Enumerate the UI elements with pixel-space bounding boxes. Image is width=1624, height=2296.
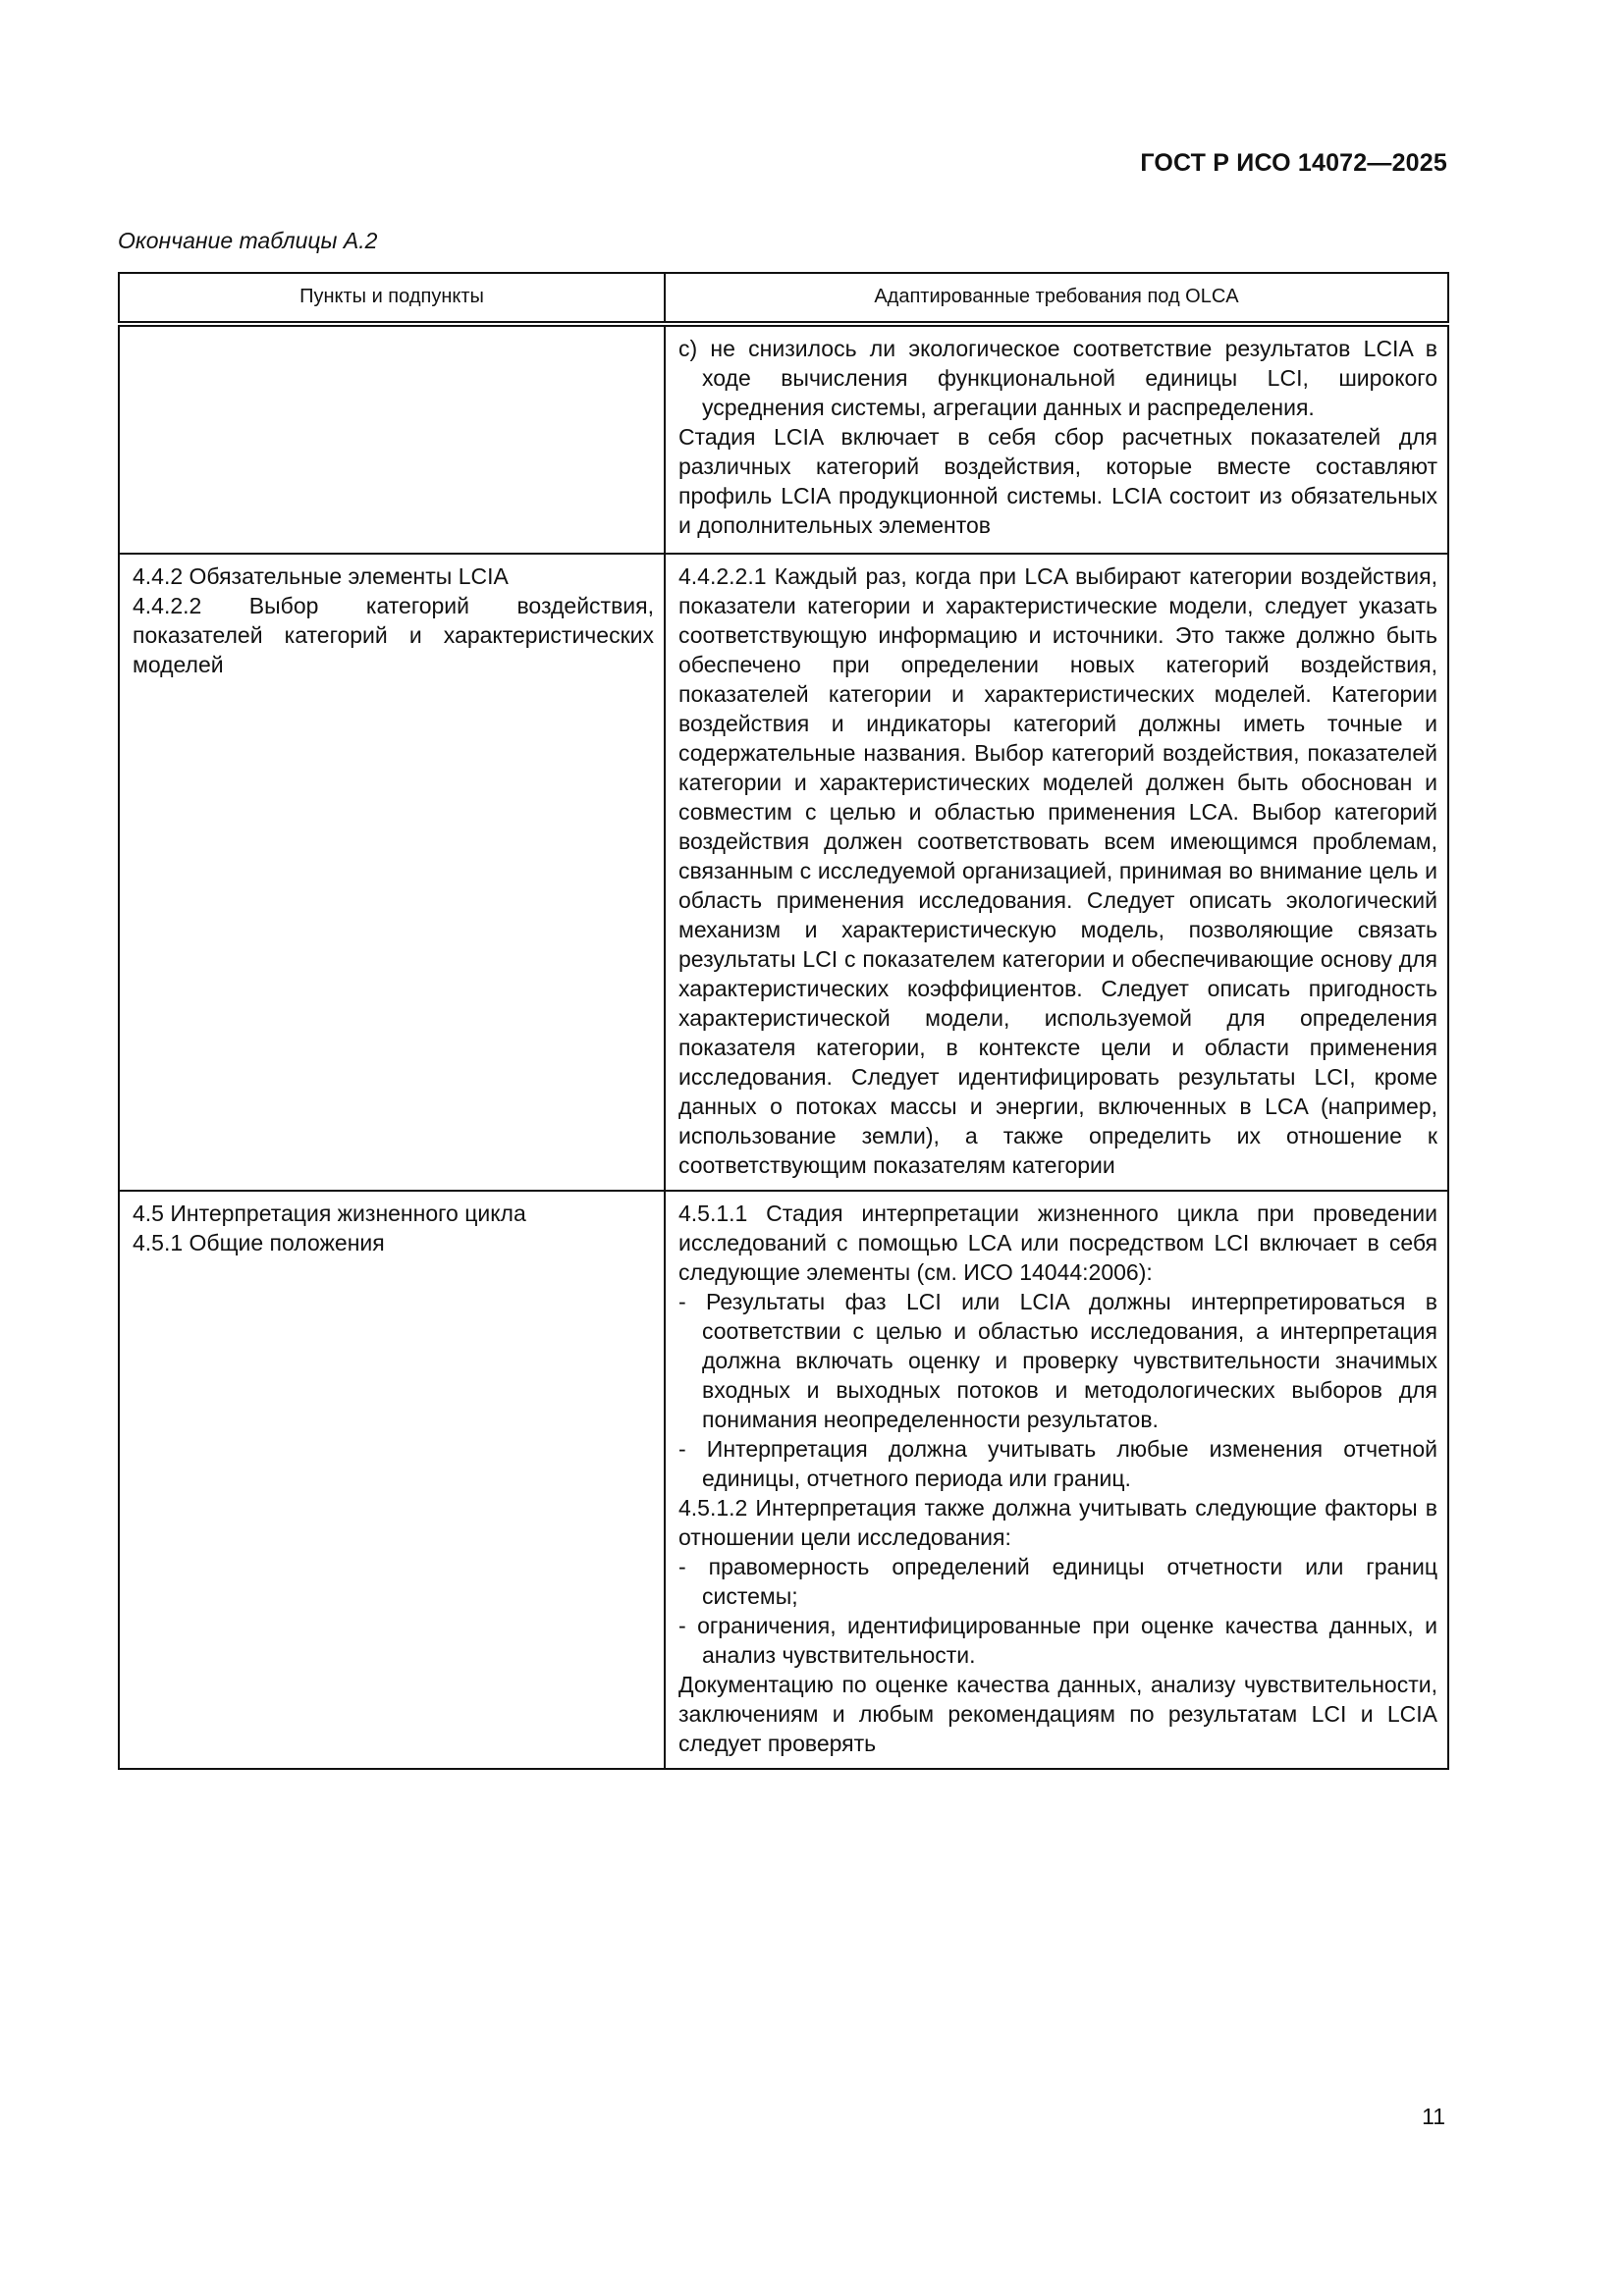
clause-cell	[119, 554, 665, 1191]
requirement-cell	[665, 554, 1448, 1191]
paragraph: 4.5.1.1 Стадия интерпретации жизненного цикла при проведении исследований с помощью LCA или посредством LCI включает в себя следующие элементы (см. ИСО 14044:2006):	[678, 1201, 1437, 1285]
table-row	[119, 324, 1448, 554]
paragraph: Стадия LCIA включает в себя сбор расчетных показателей для различных категорий воздействия, которые вместе составляют профиль LCIA продукционной системы. LCIA состоит из обязательных и дополнительных элементов	[678, 424, 1437, 538]
clause-heading: 4.5.1 Общие положения	[133, 1230, 385, 1255]
clause-heading: 4.5 Интерпретация жизненного цикла	[133, 1201, 526, 1226]
table-caption: Окончание таблицы А.2	[118, 228, 378, 253]
requirement-cell	[665, 1191, 1448, 1769]
page-number: 11	[1422, 2104, 1445, 2129]
requirements-table	[118, 272, 1449, 1770]
column-header-requirements: Адаптированные требования под OLCA	[665, 273, 1448, 324]
clause-cell	[119, 1191, 665, 1769]
paragraph: 4.5.1.2 Интерпретация также должна учитывать следующие факторы в отношении цели исследования:	[678, 1495, 1437, 1550]
requirement-cell	[665, 324, 1448, 554]
list-item: - ограничения, идентифицированные при оценке качества данных, и анализ чувствительности.	[678, 1613, 1437, 1668]
list-item: - Интерпретация должна учитывать любые изменения отчетной единицы, отчетного периода или границ.	[678, 1436, 1437, 1491]
paragraph: 4.4.2.2.1 Каждый раз, когда при LCA выбирают категории воздействия, показатели категории и характеристические модели, следует указать соответствующую информацию и источники. Это также должно быть обеспечено при определении новых категорий воздействия, показателей категории и характеристических моделей. Категории воздействия и индикаторы категорий должны иметь точные и содержательные названия. Выбор категорий воздействия, показателей категории и характеристических моделей должен быть обоснован и совместим с целью и областью применения LCA. Выбор категорий воздействия должен соответствовать всем имеющимся проблемам, связанным с исследуемой организацией, принимая во внимание цель и область применения исследования. Следует описать экологический механизм и характеристическую модель, позволяющие связать результаты LCI с показателем категории и обеспечивающие основу для характеристических коэффициентов. Следует описать пригодность характеристической модели, используемой для определения показателя категории, в контексте цели и области применения исследования. Следует идентифицировать результаты LCI, кроме данных о потоках массы и энергии, включенных в LCA (например, использование земли), а также определить их отношение к соответствующим показателям категории	[678, 563, 1437, 1178]
list-item: - Результаты фаз LCI или LCIA должны интерпретироваться в соответствии с целью и областью исследования, а интерпретация должна включать оценку и проверку чувствительности значимых входных и выходных потоков и методологических выборов для понимания неопределенности результатов.	[678, 1289, 1437, 1432]
paragraph: Документацию по оценке качества данных, анализу чувствительности, заключениям и любым рекомендациям по результатам LCI и LCIA следует проверять	[678, 1672, 1437, 1756]
list-item: с) не снизилось ли экологическое соответствие результатов LCIA в ходе вычисления функциональной единицы LCI, широкого усреднения системы, агрегации данных и распределения.	[678, 336, 1437, 420]
clause-cell	[119, 324, 665, 554]
column-header-clauses: Пункты и подпункты	[119, 273, 665, 324]
table-header	[119, 273, 1448, 324]
clause-heading: 4.4.2.2 Выбор категорий воздействия, показателей категорий и характеристических моделей	[133, 593, 654, 677]
list-item: - правомерность определений единицы отчетности или границ системы;	[678, 1554, 1437, 1609]
table-row	[119, 1191, 1448, 1769]
table-row	[119, 554, 1448, 1191]
standard-number: ГОСТ Р ИСО 14072—2025	[1140, 149, 1447, 177]
table-header-row	[119, 273, 1448, 324]
clause-heading: 4.4.2 Обязательные элементы LCIA	[133, 563, 509, 589]
